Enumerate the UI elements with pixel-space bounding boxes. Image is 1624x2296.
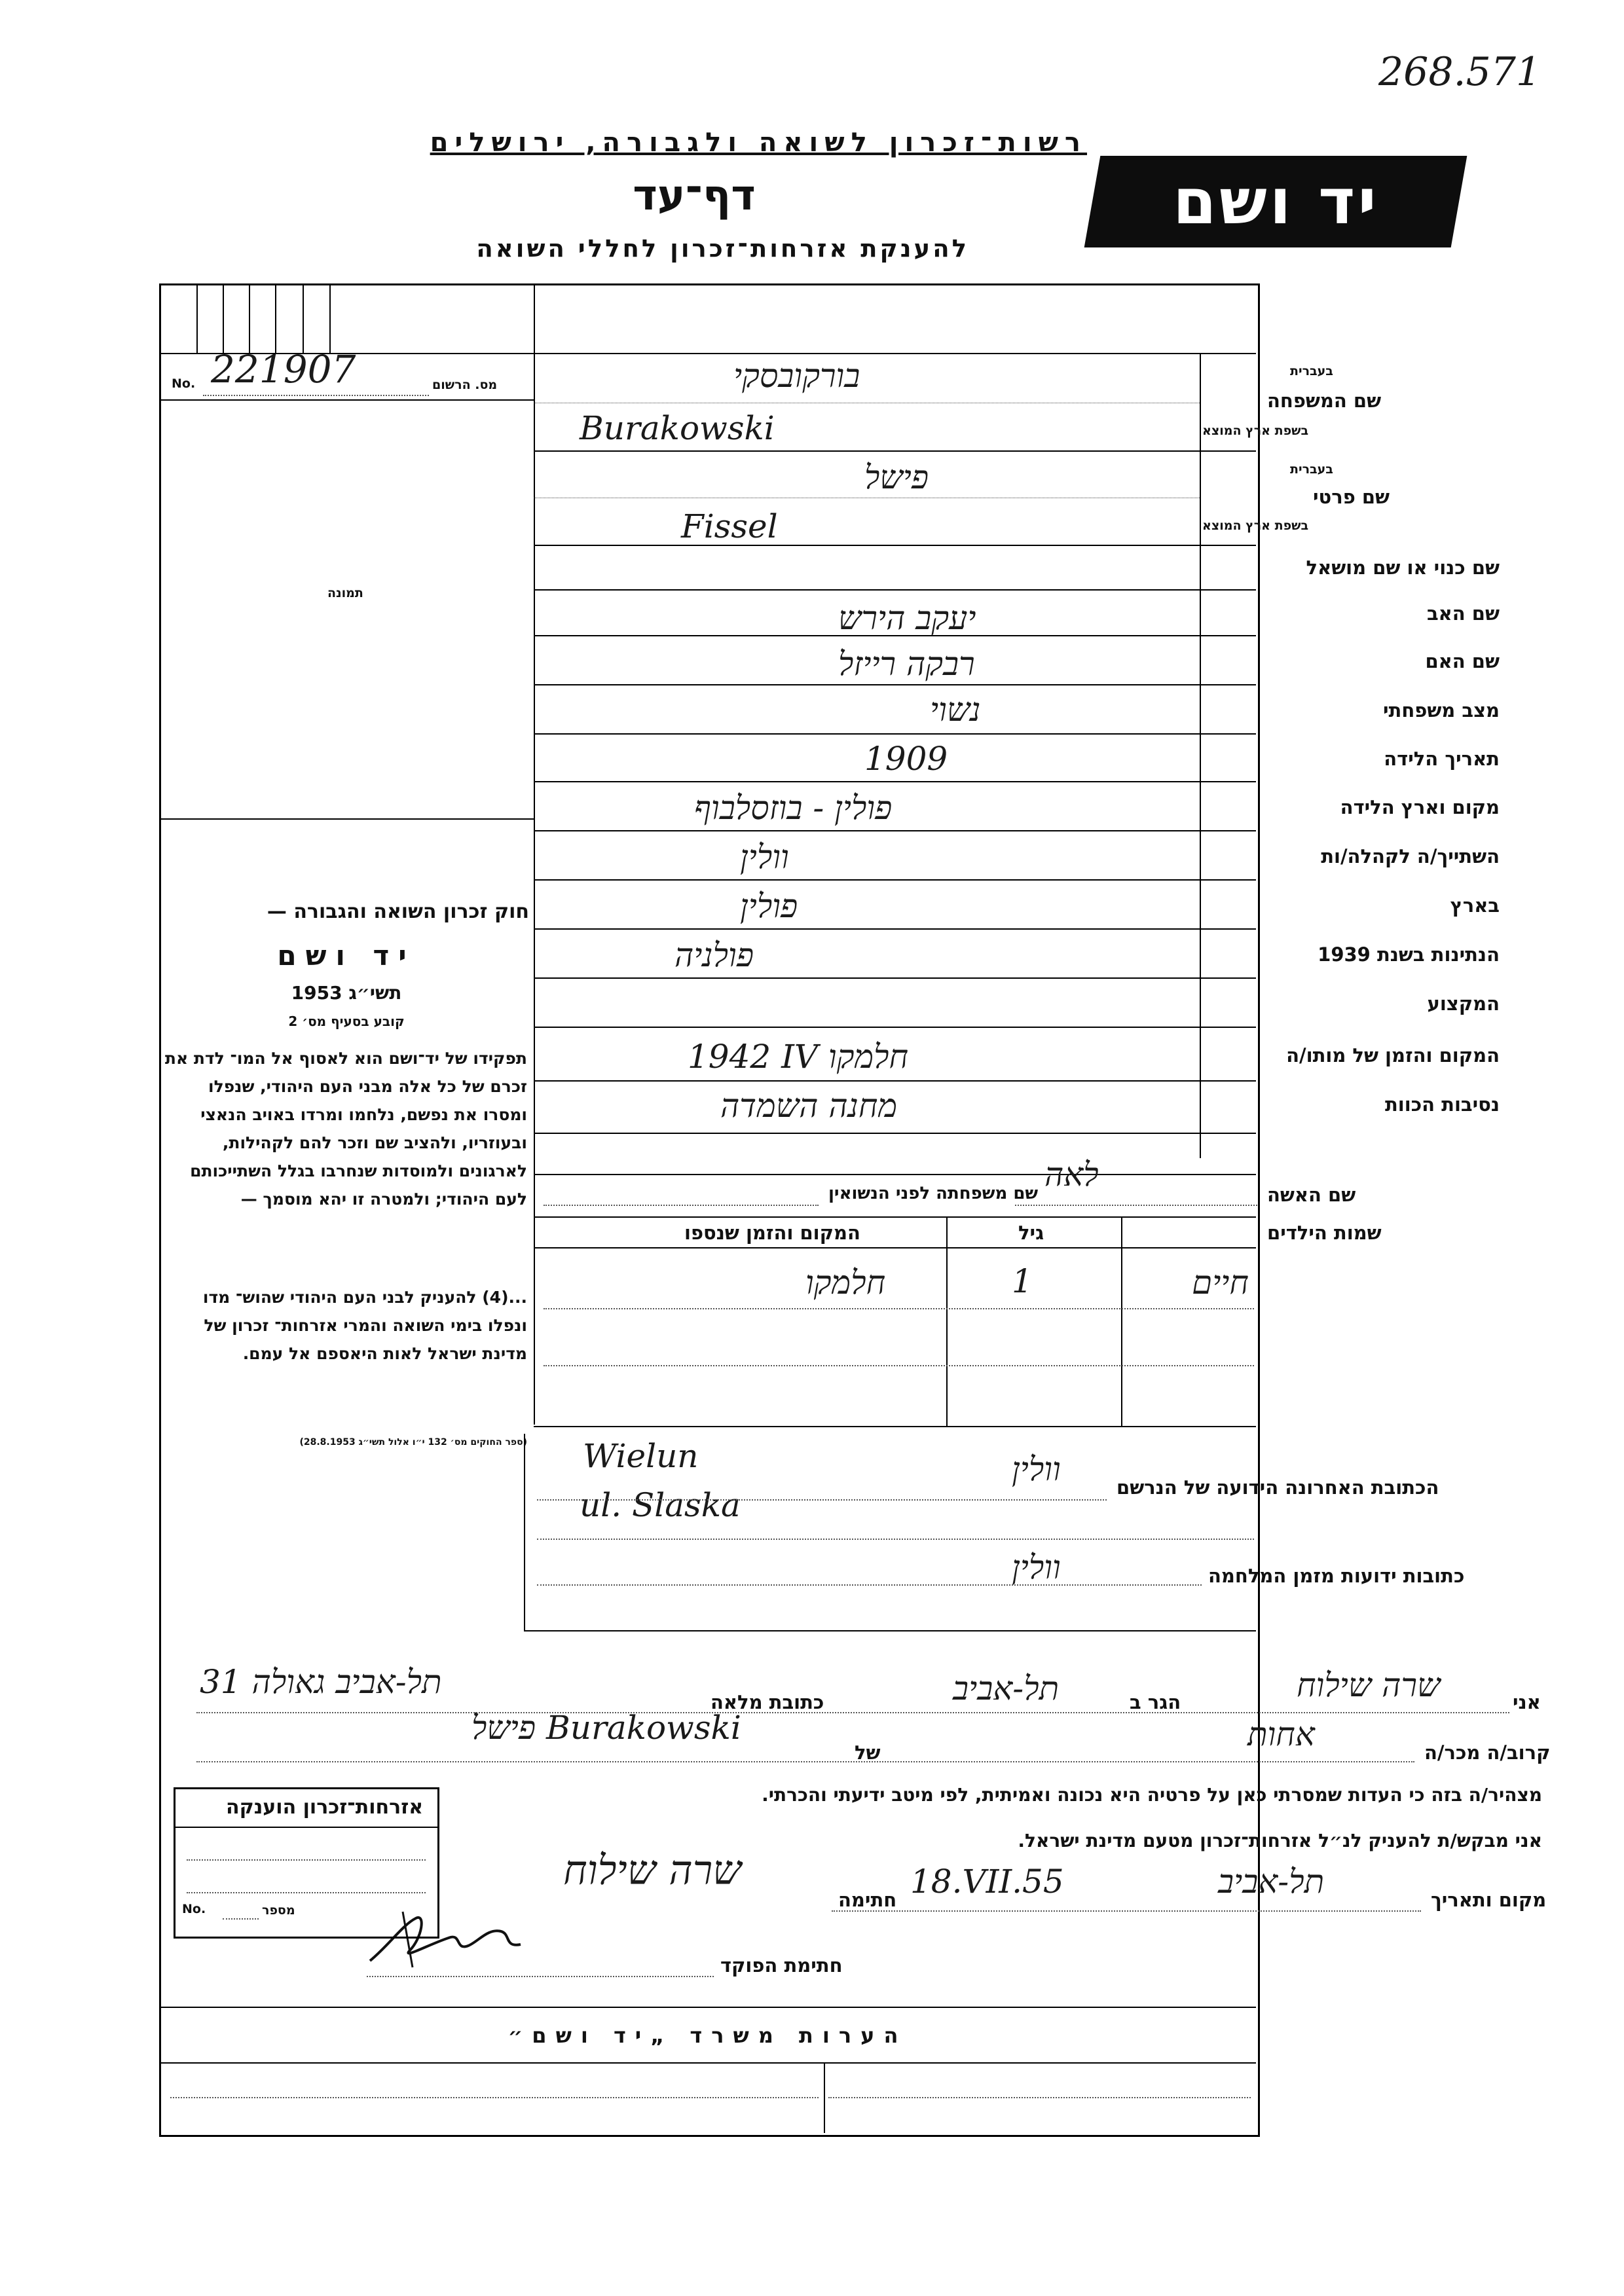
relative-label: קרוב/ה מכר/ה [1424,1741,1551,1764]
father-value: יעקב הירש [838,599,976,637]
declarant-full-address: תל-אביב גאולה 31 [200,1663,442,1701]
community-value: וולין [740,838,789,876]
war-address-value: וולין [1012,1548,1061,1586]
children-age-header: גיל [1018,1222,1044,1244]
photo-label: תמונה [327,586,363,600]
law-text-1: תפקידו של יד־ושם הוא לאסוף אל המו־ לדת את זכרם של כל אלה מבני העם היהודי, שנפלו ומסרו את נפשם, נלחמו ומרדו באויב הנאצי ובעוזריו, ולהציב שם וזכר להם לקהילות, לארגונים ולמוסדות שנחרבו בגלל השתייכותם לעם היהודי; ולמטרה זו יהא מוסמך — [164,1049,527,1209]
yad-vashem-logo [1084,156,1467,247]
first-name-label: שם פרטי [1313,486,1390,508]
wife-value: לאה [1044,1156,1099,1194]
declarant-city: תל-אביב [953,1669,1060,1707]
authority-line: רשות־זכרון לשואה ולגבורה, ירושלים [430,128,1087,158]
office-notes-title: הערות משרד „יד ושם״ [507,2023,908,2048]
citizenship-no-label: No. [182,1902,206,1916]
circumstances-label: נסיבות הכוות [1384,1093,1500,1116]
family-name-sub-origin: בשפת ארץ המוצא [1202,424,1309,438]
circumstances-value: מחנה השמדה [720,1087,898,1125]
last-address-label: הכתובת האחרונה הידועה של הנרשם [1116,1476,1439,1499]
law-name: יד ושם [277,939,416,972]
death-value: 1942 IV חלמקו [688,1038,909,1076]
mother-label: שם האם [1425,650,1500,672]
law-year: תשי״ג 1953 [291,982,402,1004]
declarant-i-label: אני [1513,1691,1541,1713]
country-value: פולין [740,887,798,925]
declarant-signature: שרה שילוח [563,1846,742,1894]
family-name-hebrew: בורקובסקי [733,357,860,395]
law-heading: חוק זכרון השואה והגבורה — [267,900,529,923]
last-address-line1: Wielun [583,1437,699,1475]
father-label: שם האב [1426,602,1500,625]
declaration-date: 18.VII.55 [910,1863,1064,1901]
declaration-text: מצהיר/ה בזה כי העדות שמסרתי כאן על פרטיה היא נכונה ואמיתית, לפי מיטב ידיעתי והכרתי. [762,1784,1542,1806]
declarant-name: שרה שילוח [1297,1666,1441,1704]
of-label: של [855,1741,881,1764]
logo-text: יד ושם [1172,165,1379,238]
citizenship-label: הנתינות בשנת 1939 [1318,943,1500,966]
place-date-label: מקום ותאריך [1431,1889,1547,1911]
war-address-label: כתובות ידועות מזמן המלחמה [1208,1565,1465,1587]
birth-place-label: מקום וארץ הלידה [1340,796,1500,818]
relation-value: אחות [1247,1715,1315,1753]
nickname-label: שם כנוי או שם מושאל [1306,556,1500,579]
request-text: אני מבקש/ת להעניק לנ״ל אזרחות־זכרון מטעם מדינת ישראל. [1018,1830,1542,1851]
first-name-sub-origin: בשפת ארץ המוצא [1202,519,1309,533]
marital-value: נשוי [930,691,981,729]
mother-value: רבקה רייזל [838,645,975,683]
reg-he-label: מס. הרשום [432,378,498,392]
marital-label: מצב משפחתי [1382,699,1500,721]
family-name-sub-hebrew: בעברית [1290,364,1333,378]
children-place-header: המקום והזמן שנספו [684,1222,860,1244]
last-address-city: וולין [1012,1450,1061,1488]
last-address-line2: ul. Slaska [580,1486,741,1524]
wife-label: שם האשה [1267,1184,1356,1206]
first-name-origin: Fissel [681,507,778,545]
profession-label: המקצוע [1427,993,1500,1015]
birth-date-label: תאריך הלידה [1384,748,1500,770]
form-title: דף־עד [633,172,756,220]
child-age: 1 [1012,1262,1033,1300]
resides-label: הגר ב [1130,1691,1181,1713]
law-text-2: ...(4) להעניק לבני העם היהודי שהוש־ מדו ונפלו בימי השואה והמרי אזרחות־ זכרון של מדינת ישראל לאות היאספם אל עמם. [202,1288,527,1363]
of-value: פישל Burakowski [471,1709,741,1747]
first-name-hebrew: פישל [864,458,929,496]
death-label: המקום והזמן של מותו/ה [1286,1044,1500,1066]
country-label: בארץ [1450,894,1500,917]
archive-number: 268.571 [1378,49,1541,95]
signature-label: חתימה [838,1889,897,1911]
declaration-place: תל-אביב [1218,1863,1325,1901]
law-citation: (ספר החוקים מס׳ 132 י״ו אלול תשי״ג 28.8.1953) [299,1437,527,1448]
birth-place-value: פולין - בוזסלבוף [694,789,893,827]
reg-no-label: No. [172,376,196,391]
birth-date-value: 1909 [864,740,948,778]
officer-signature-label: חתימת הפוקד [720,1954,843,1977]
full-address-label: כתובת מלאה [710,1691,824,1713]
family-name-origin: Burakowski [580,409,775,447]
children-names-header: שמות הילדים [1267,1222,1382,1244]
citizenship-value: פולניה [674,936,754,974]
child-name: חיים [1192,1264,1249,1302]
child-place: חלמקו [805,1264,886,1302]
citizenship-no-he: מספר [262,1903,295,1918]
community-label: השתייך/ה לקהלה/ות [1321,845,1500,867]
family-name-label: שם המשפחה [1267,390,1382,412]
registration-number: 221907 [211,347,356,392]
form-subtitle: להענקת אזרחות־זכרון לחללי השואה [476,234,969,263]
law-clause: קובע בסעיף מס׳ 2 [288,1013,405,1029]
wife-maiden-label: שם משפחתה לפני הנשואין [828,1184,1039,1203]
first-name-sub-hebrew: בעברית [1290,462,1333,477]
citizenship-granted-title: אזרחות־זכרון הוענקה [226,1796,424,1819]
